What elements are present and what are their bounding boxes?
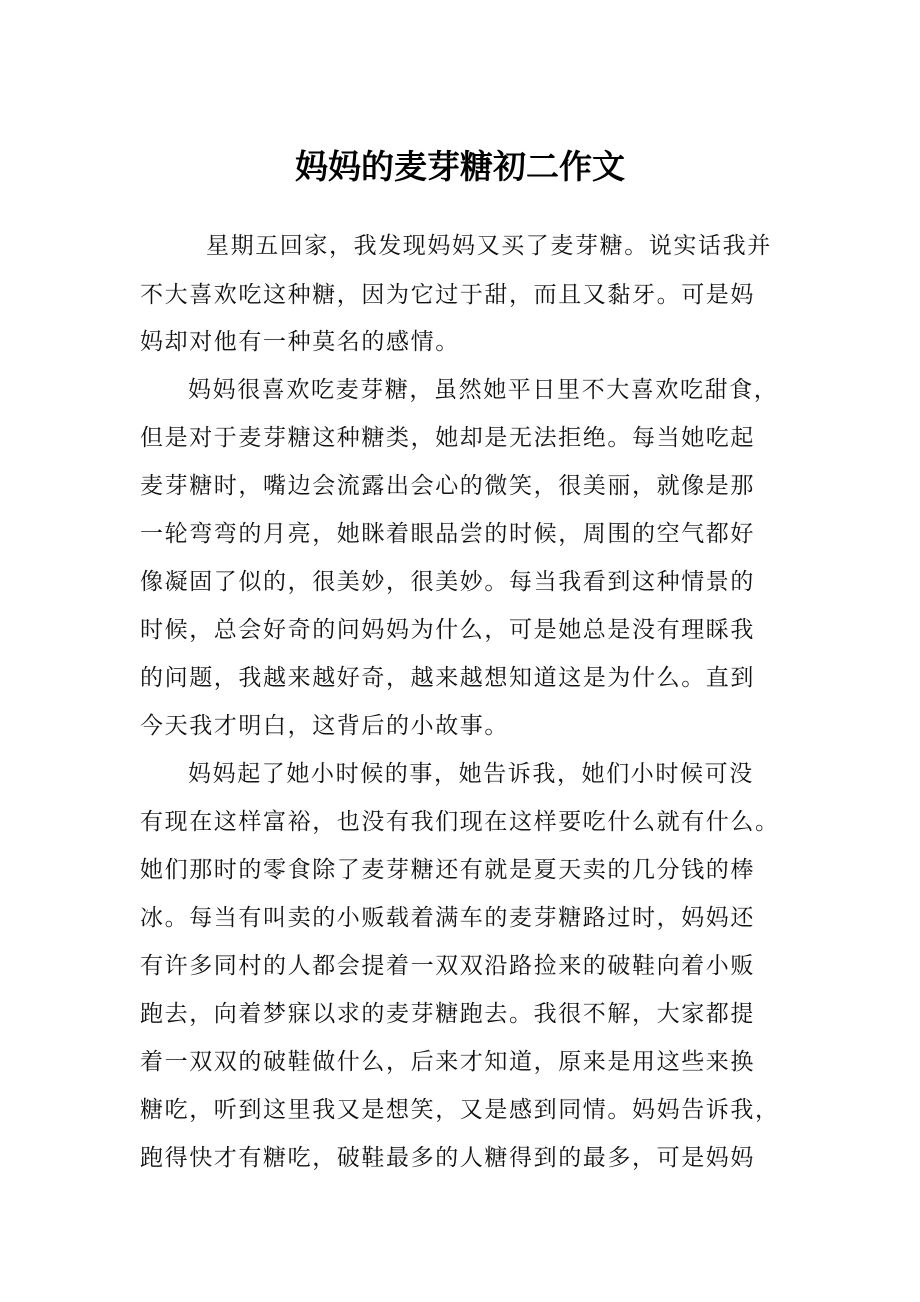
- text-line: 的问题，我越来越好奇，越来越想知道这是为什么。直到: [140, 665, 755, 691]
- text-line: 有现在这样富裕，也没有我们现在这样要吃什么就有什么。: [140, 809, 780, 835]
- text-line: 妈妈很喜欢吃麦芽糖，虽然她平日里不大喜欢吃甜食，: [188, 377, 779, 403]
- text-line: 她们那时的零食除了麦芽糖还有就是夏天卖的几分钱的棒: [140, 857, 755, 883]
- text-line: 像凝固了似的，很美妙，很美妙。每当我看到这种情景的: [140, 569, 755, 595]
- text-line: 星期五回家，我发现妈妈又买了麦芽糖。说实话我并: [206, 233, 772, 259]
- text-line: 跑去，向着梦寐以求的麦芽糖跑去。我很不解，大家都提: [140, 1001, 755, 1027]
- text-line: 麦芽糖时，嘴边会流露出会心的微笑，很美丽，就像是那: [140, 473, 755, 499]
- text-line: 不大喜欢吃这种糖，因为它过于甜，而且又黏牙。可是妈: [140, 282, 755, 308]
- document-title: 妈妈的麦芽糖初二作文: [295, 147, 625, 186]
- text-line: 着一双双的破鞋做什么，后来才知道，原来是用这些来换: [140, 1049, 755, 1075]
- text-line: 有许多同村的人都会提着一双双沿路捡来的破鞋向着小贩: [140, 953, 755, 979]
- text-line: 时候，总会好奇的问妈妈为什么，可是她总是没有理睬我: [140, 617, 755, 643]
- text-line: 一轮弯弯的月亮，她眯着眼品尝的时候，周围的空气都好: [140, 521, 755, 547]
- text-line: 妈妈起了她小时候的事，她告诉我，她们小时候可没: [188, 761, 754, 787]
- text-line: 冰。每当有叫卖的小贩载着满车的麦芽糖路过时，妈妈还: [140, 905, 755, 931]
- text-line: 今天我才明白，这背后的小故事。: [140, 713, 509, 739]
- text-line: 妈却对他有一种莫名的感情。: [140, 329, 460, 355]
- text-line: 糖吃，听到这里我又是想笑，又是感到同情。妈妈告诉我，: [140, 1097, 780, 1123]
- text-line: 跑得快才有糖吃，破鞋最多的人糖得到的最多，可是妈妈: [140, 1145, 755, 1171]
- text-line: 但是对于麦芽糖这种糖类，她却是无法拒绝。每当她吃起: [140, 425, 755, 451]
